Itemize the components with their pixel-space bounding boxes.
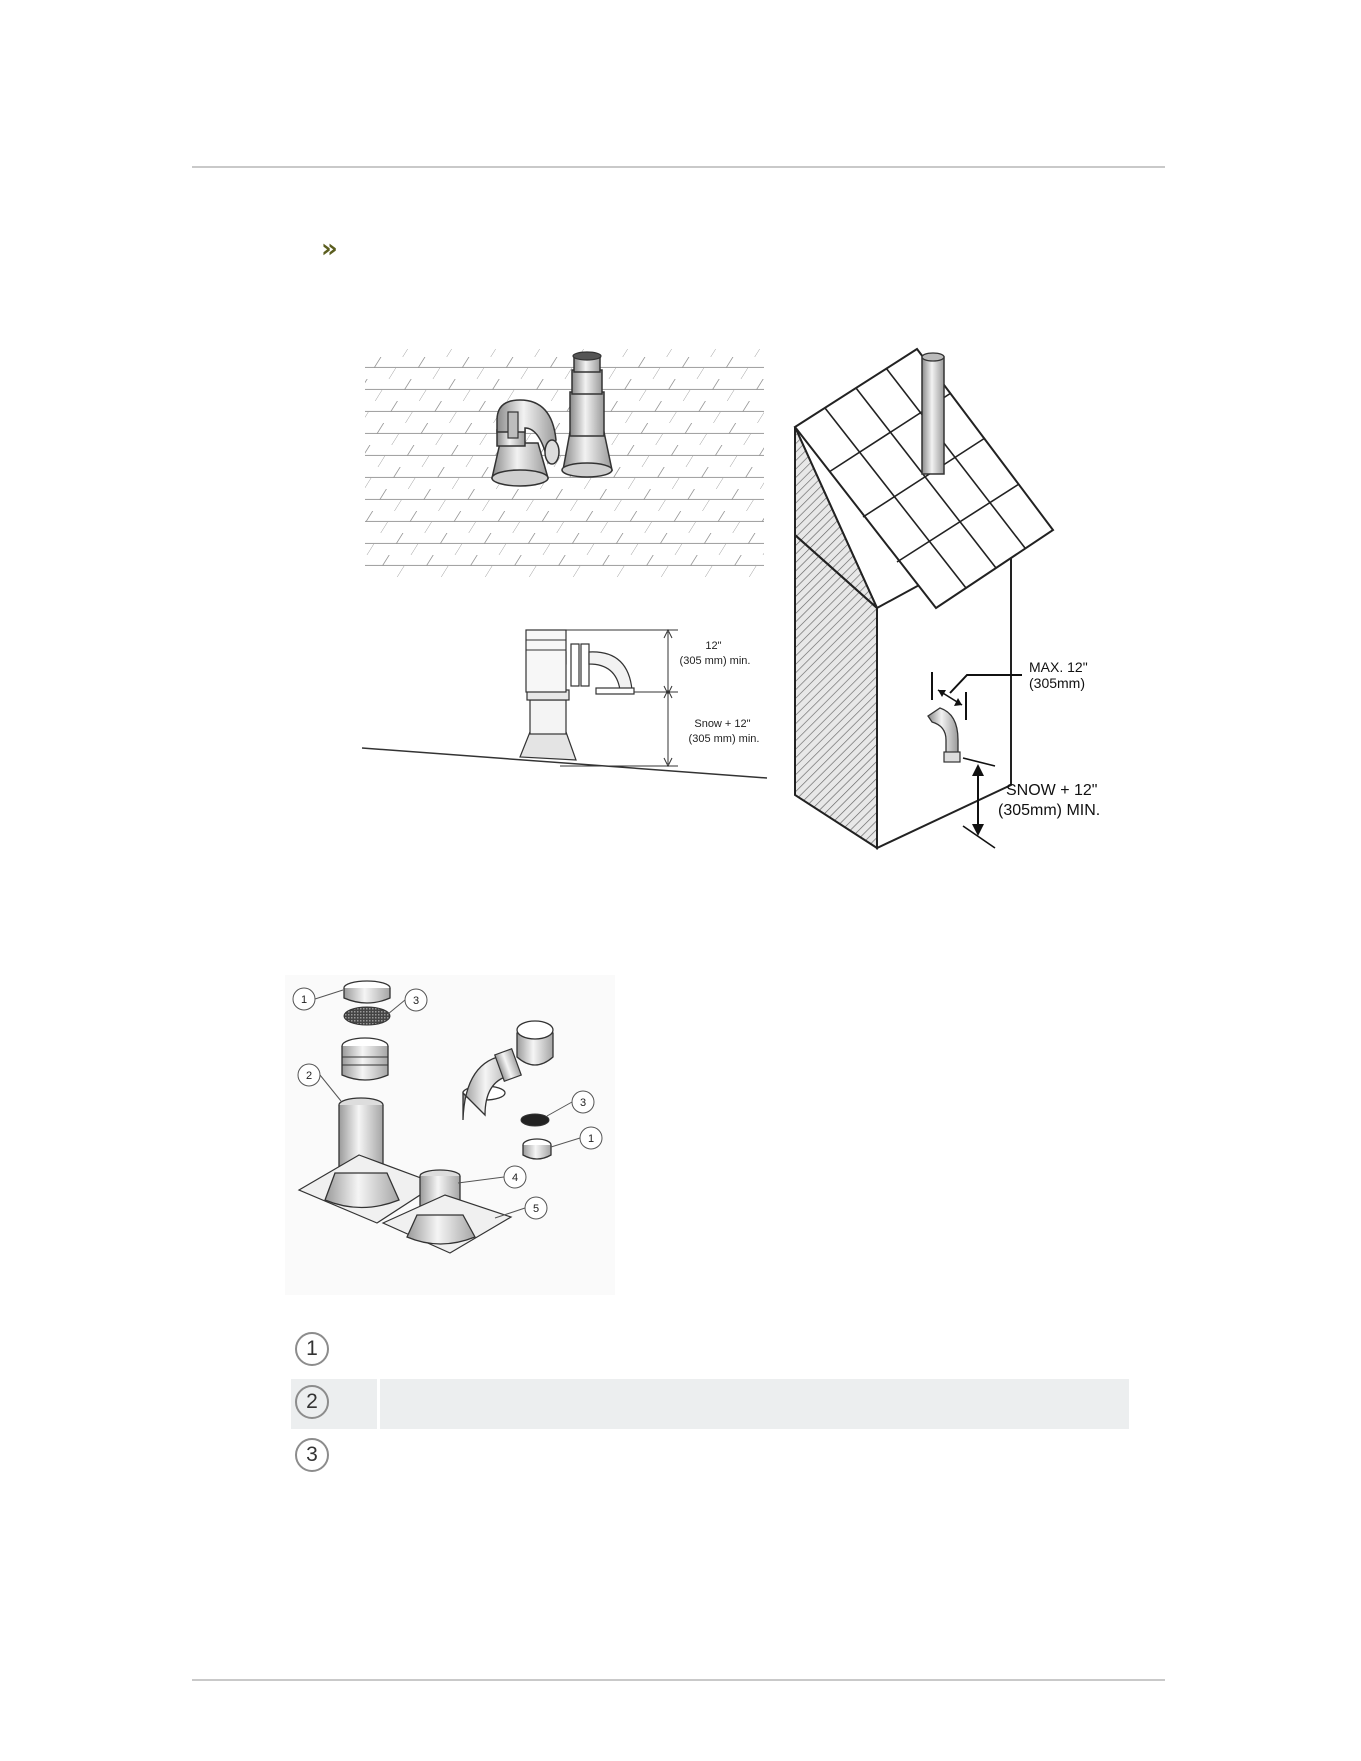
legend-number-2: 2 bbox=[295, 1385, 329, 1419]
callout-4: 4 bbox=[511, 1172, 519, 1184]
callout-5: 5 bbox=[532, 1203, 540, 1215]
callout-3-right: 3 bbox=[579, 1097, 587, 1109]
parts-figure bbox=[285, 975, 615, 1295]
side-elevation-drawing bbox=[362, 630, 767, 778]
legend-row bbox=[291, 1326, 1129, 1376]
wall-snow-label: SNOW + 12" (305mm) MIN. bbox=[998, 782, 1101, 819]
legend-row bbox=[291, 1379, 1129, 1429]
legend-row bbox=[291, 1432, 1129, 1482]
callout-1-right: 1 bbox=[587, 1133, 595, 1145]
callout-1-top: 1 bbox=[300, 994, 308, 1006]
house-drawing bbox=[795, 349, 1053, 848]
bullet-marker: » bbox=[321, 234, 338, 264]
legend-number-1: 1 bbox=[295, 1332, 329, 1366]
callout-2: 2 bbox=[305, 1070, 313, 1082]
legend-number-3: 3 bbox=[295, 1438, 329, 1472]
footer-rule bbox=[192, 1679, 1165, 1681]
wall-max-label: MAX. 12" (305mm) bbox=[1029, 659, 1088, 691]
dimension-label-upper: 12" (305 mm) min. bbox=[679, 640, 751, 667]
callout-3-top: 3 bbox=[412, 995, 420, 1007]
dimension-label-lower: Snow + 12" (305 mm) min. bbox=[688, 718, 760, 745]
